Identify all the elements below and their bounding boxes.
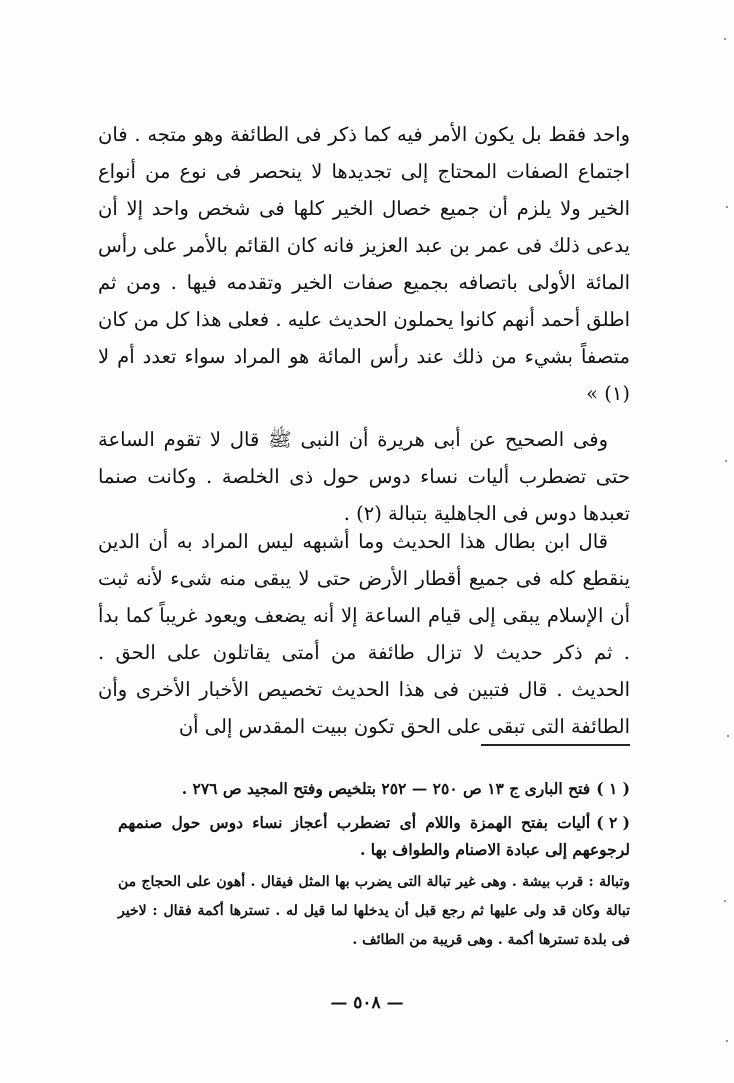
footnote-2-continuation: وتبالة : قرب بيشة . وهى غير تبالة التى يضرب بها المثل فيقال . أهون على الحجاج من تبالة وكان قد ولى عليها ثم رجع قبل أن يدخلها لما قيل له . تسترها أكمة فقال : لاخير فى بلدة تسترها أكمة . وهى قريبة من الطائف . (118, 874, 630, 948)
scan-speck (727, 735, 729, 737)
scan-speck (725, 460, 727, 462)
scan-speck (726, 206, 728, 208)
footnote-1 (118, 775, 630, 803)
footnote-marker: ( ١ ) (596, 779, 630, 798)
footnote-2 (118, 809, 630, 863)
scan-speck (724, 900, 726, 902)
body-paragraph: وفى الصحيح عن أبى هريرة أن النبى ﷺ قال لا تقوم الساعة حتى تضطرب أليات نساء دوس حول ذى الخلصة . وكانت صنما تعبدها دوس فى الجاهلية بتبالة (٢) . (98, 428, 630, 525)
body-paragraph: واحد فقط بل يكون الأمر فيه كما ذكر فى الطائفة وهو متجه . فان اجتماع الصفات المحتاج إلى تجديدها لا ينحصر فى نوع من أنواع الخير ولا يلزم أن جميع خصال الخير كلها فى شخص واحد إلا أن يدعى ذلك فى عمر بن عبد العزيز فانه كان القائم بالأمر على رأس المائة الأولى باتصافه بجميع صفات الخير وتقدمه فيها . ومن ثم اطلق أحمد أنهم كانوا يحملون الحديث عليه . فعلى هذا كل من كان متصفاً بشيء من ذلك عند رأس المائة هو المراد سواء تعدد أم لا (١) » (98, 123, 630, 405)
footnote-marker: ( ٢ ) (596, 813, 630, 832)
page-number: — ٥٠٨ — (330, 993, 404, 1013)
footnote-text: أليات بفتح الهمزة واللام أى تضطرب أعجاز نساء دوس حول صنمهم لرجوعهم إلى عبادة الاصنام والطواف بها . (118, 813, 630, 859)
footnote-separator (481, 744, 630, 746)
footnote-text: فتح البارى ج ١٣ ص ٢٥٠ — ٢٥٢ بتلخيص وفتح المجيد ص ٢٧٦ . (181, 779, 591, 798)
scan-speck (724, 38, 726, 40)
body-paragraph: قال ابن بطال هذا الحديث وما أشبهه ليس المراد به أن الدين ينقطع كله فى جميع أقطار الأرض حتى لا يبقى منه شىء لأنه ثبت أن الإسلام يبقى إلى قيام الساعة إلا أنه يضعف ويعود غريباً كما بدأ . ثم ذكر حديث لا تزال طائفة من أمتى يقاتلون على الحق . الحديث . قال فتبين فى هذا الحديث تخصيص الأخبار الأخرى وأن الطائفة التى تبقى على الحق تكون ببيت المقدس إلى أن (98, 530, 630, 738)
scan-speck (726, 1040, 728, 1042)
